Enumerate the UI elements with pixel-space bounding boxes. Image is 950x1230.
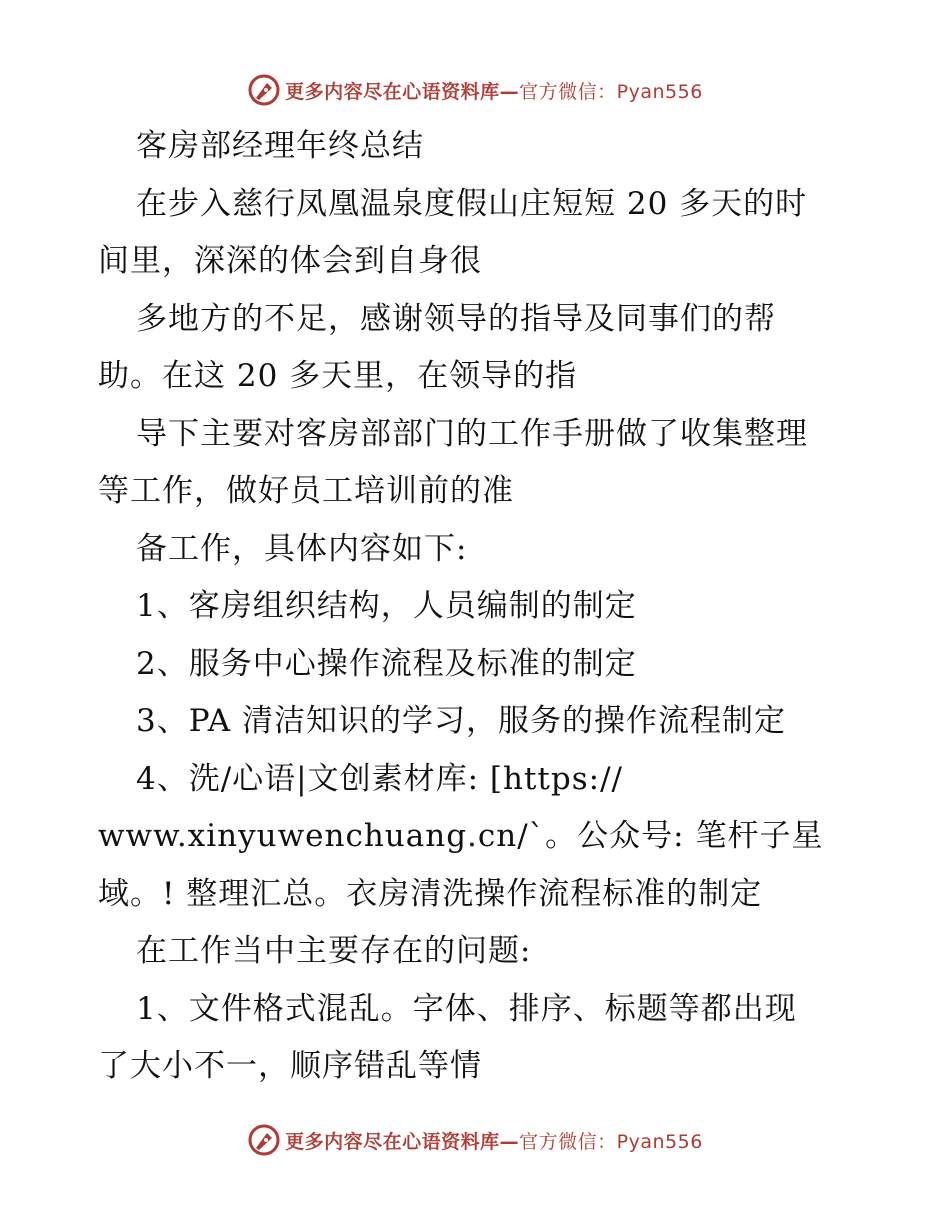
- paragraph-line: 等工作，做好员工培训前的准: [98, 473, 514, 509]
- paragraph-line: 助。在这 20 多天里，在领导的指: [98, 358, 578, 394]
- pen-nib-circle-icon: [247, 73, 281, 107]
- paragraph-line: 备工作，具体内容如下:: [136, 530, 468, 567]
- list-item-continuation: 域。! 整理汇总。衣房清洗操作流程标准的制定: [98, 875, 763, 912]
- list-item: 2、服务中心操作流程及标准的制定: [136, 645, 637, 682]
- document-title: 客房部经理年终总结: [136, 128, 424, 164]
- pen-nib-circle-icon: [247, 1123, 281, 1157]
- list-item-continuation: www.xinyuwenchuang.cn/`。公众号: 笔杆子星: [98, 818, 824, 854]
- list-item: 3、PA 清洁知识的学习，服务的操作流程制定: [136, 703, 786, 739]
- list-item: 4、洗/心语|文创素材库: [https://: [136, 760, 623, 797]
- watermark-text: 更多内容尽在心语资料库—官方微信：Pyan556: [285, 80, 703, 103]
- list-item: 1、文件格式混乱。字体、排序、标题等都出现: [136, 990, 797, 1027]
- section-heading: 在工作当中主要存在的问题:: [136, 933, 532, 969]
- paragraph-line: 在步入慈行凤凰温泉度假山庄短短 20 多天的时: [136, 185, 808, 222]
- list-item: 1、客房组织结构，人员编制的制定: [136, 588, 637, 624]
- paragraph-line: 导下主要对客房部部门的工作手册做了收集整理: [136, 415, 808, 452]
- watermark-text: 更多内容尽在心语资料库—官方微信：Pyan556: [285, 1130, 703, 1153]
- list-item-continuation: 了大小不一，顺序错乱等情: [98, 1048, 482, 1084]
- footer-watermark-banner: [0, 1120, 950, 1160]
- paragraph-line: 多地方的不足，感谢领导的指导及同事们的帮: [136, 300, 776, 337]
- paragraph-line: 间里，深深的体会到自身很: [98, 243, 482, 279]
- document-body: [98, 118, 858, 1096]
- header-watermark-banner: [0, 70, 950, 110]
